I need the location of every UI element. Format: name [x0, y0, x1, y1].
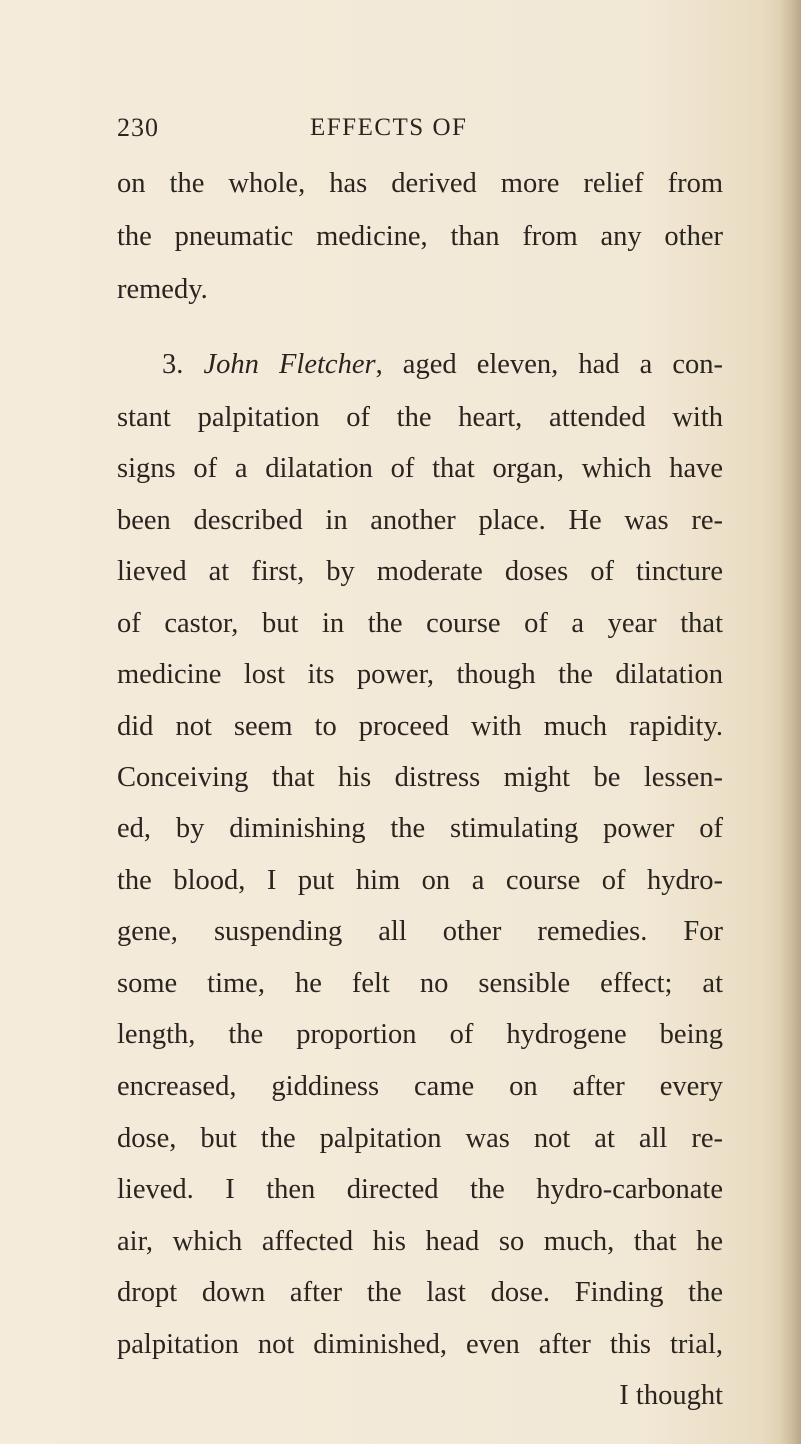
text-line-11: medicine lost its power, though the dilatation: [117, 658, 723, 690]
text-line-6: stant palpitation of the heart, attended with: [117, 402, 723, 434]
text-line-12: did not seem to proceed with much rapidity.: [117, 710, 723, 742]
page-number: 230: [117, 113, 159, 142]
text-line-3: remedy.: [117, 273, 208, 305]
text-line-19: encreased, giddiness came on after every: [117, 1070, 723, 1102]
text-line-23: dropt down after the last dose. Finding the: [117, 1276, 723, 1308]
text-line-22: air, which affected his head so much, that he: [117, 1225, 723, 1257]
text-line-10: of castor, but in the course of a year that: [117, 607, 723, 639]
paragraph-3-first-line-rest: , aged eleven, had a con-: [375, 349, 724, 381]
paragraph-number: 3.: [162, 349, 184, 381]
text-line-9: lieved at first, by moderate doses of tincture: [117, 555, 723, 587]
text-line-21: lieved. I then directed the hydro-carbonate: [117, 1173, 723, 1205]
text-line-24: palpitation not diminished, even after this trial,: [117, 1328, 723, 1360]
patient-name: John Fletcher: [203, 349, 376, 381]
text-line-16: gene, suspending all other remedies. For: [117, 915, 723, 947]
catchword: I thought: [619, 1380, 723, 1411]
paragraph-3-first-line: [162, 347, 723, 383]
text-line-2: the pneumatic medicine, than from any other: [117, 220, 723, 252]
text-line-1: on the whole, has derived more relief from: [117, 168, 723, 199]
running-head: EFFECTS OF: [310, 114, 468, 141]
text-line-15: the blood, I put him on a course of hydro-: [117, 864, 723, 896]
text-line-7: signs of a dilatation of that organ, which have: [117, 453, 723, 485]
text-line-17: some time, he felt no sensible effect; at: [117, 967, 723, 999]
text-line-14: ed, by diminishing the stimulating power of: [117, 812, 723, 844]
text-line-18: length, the proportion of hydrogene being: [117, 1018, 723, 1050]
page-edge-shadow: [779, 0, 801, 1444]
text-line-8: been described in another place. He was re-: [117, 504, 723, 536]
text-line-13: Conceiving that his distress might be lessen-: [117, 761, 723, 793]
text-line-20: dose, but the palpitation was not at all re-: [117, 1122, 723, 1154]
